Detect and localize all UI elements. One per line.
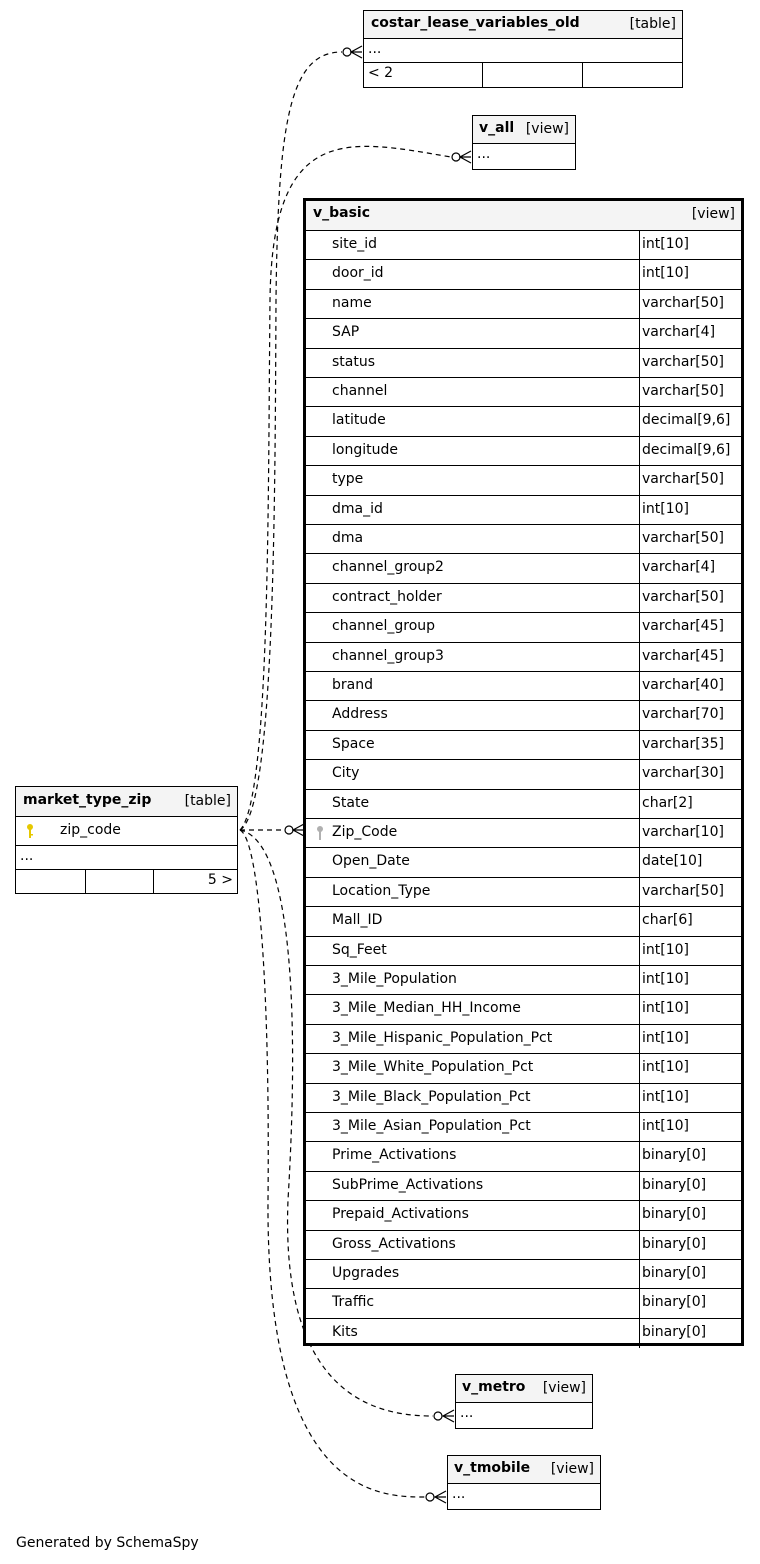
crowsfoot <box>351 46 362 58</box>
column-type: varchar[50] <box>642 471 724 488</box>
generated-by-label: Generated by SchemaSpy <box>16 1535 199 1551</box>
column-name: 3_Mile_Asian_Population_Pct <box>332 1118 531 1134</box>
column-name: status <box>332 353 376 370</box>
column-row[interactable] <box>306 1172 741 1201</box>
cell-divider <box>639 1231 640 1259</box>
column-type: binary[0] <box>642 1265 707 1281</box>
column-type: varchar[40] <box>642 677 724 693</box>
column-row[interactable] <box>306 1260 741 1289</box>
column-row[interactable] <box>306 1054 741 1083</box>
column-row[interactable] <box>306 966 741 995</box>
table-name[interactable]: costar_lease_variables_old <box>371 15 580 31</box>
column-type: varchar[10] <box>642 824 724 840</box>
column-row[interactable] <box>306 1025 741 1054</box>
column-name: name <box>332 294 372 311</box>
column-row[interactable] <box>306 437 741 466</box>
column-type: varchar[35] <box>642 735 724 752</box>
column-type: binary[0] <box>642 1206 707 1223</box>
cell-divider <box>639 848 640 876</box>
pk-column-row[interactable] <box>16 817 237 846</box>
column-name: dma <box>332 530 364 546</box>
column-row[interactable] <box>306 1231 741 1260</box>
column-row[interactable] <box>306 995 741 1024</box>
table-footer <box>364 63 682 87</box>
column-type: binary[0] <box>642 1147 707 1164</box>
table-footer <box>16 870 237 894</box>
table-type: [view] <box>691 206 735 222</box>
column-type: int[10] <box>642 1029 689 1046</box>
column-name: Mall_ID <box>332 912 383 929</box>
table-costar-lease-variables-old[interactable] <box>363 10 683 88</box>
column-name: zip_code <box>60 822 121 838</box>
column-name: 3_Mile_Population <box>332 971 457 987</box>
footer-cell <box>483 63 583 87</box>
column-name: dma_id <box>332 500 383 517</box>
column-type: int[10] <box>642 236 689 252</box>
column-row[interactable] <box>306 525 741 554</box>
cell-divider <box>639 1054 640 1082</box>
cell-divider <box>639 790 640 818</box>
column-name: SubPrime_Activations <box>332 1176 484 1193</box>
cell-divider <box>639 378 640 406</box>
table-name[interactable]: v_basic <box>313 205 371 221</box>
column-type: int[10] <box>642 1118 689 1134</box>
column-row[interactable] <box>306 1084 741 1113</box>
column-name: 3_Mile_White_Population_Pct <box>332 1059 534 1076</box>
column-type: int[10] <box>642 500 689 517</box>
column-name: Upgrades <box>332 1265 400 1281</box>
cell-divider <box>639 496 640 524</box>
cell-divider <box>639 731 640 759</box>
column-name: State <box>332 794 370 811</box>
column-name: brand <box>332 677 373 693</box>
cell-divider <box>639 1319 640 1348</box>
column-name: Gross_Activations <box>332 1235 456 1252</box>
crowsfoot <box>460 151 471 163</box>
cell-divider <box>639 1113 640 1141</box>
column-type: varchar[50] <box>642 530 724 546</box>
table-name[interactable]: v_metro <box>462 1379 526 1395</box>
cell-divider <box>639 760 640 788</box>
column-name: Open_Date <box>332 853 410 870</box>
ellipsis: ... <box>368 41 382 57</box>
column-row[interactable] <box>306 407 741 436</box>
table-name[interactable]: market_type_zip <box>23 792 152 808</box>
table-v-metro[interactable] <box>455 1374 593 1429</box>
cell-divider <box>639 701 640 729</box>
column-name: channel_group <box>332 618 436 635</box>
children-count[interactable]: 5 > <box>207 872 233 888</box>
column-row[interactable] <box>306 554 741 583</box>
column-row[interactable] <box>306 701 741 730</box>
column-type: binary[0] <box>642 1176 707 1193</box>
column-row[interactable] <box>306 848 741 877</box>
column-name: Prime_Activations <box>332 1147 457 1164</box>
table-header <box>306 201 741 231</box>
column-type: int[10] <box>642 971 689 987</box>
cell-divider <box>639 1201 640 1229</box>
cell-divider <box>639 584 640 612</box>
cell-divider <box>639 613 640 641</box>
column-type: binary[0] <box>642 1235 707 1252</box>
column-type: int[10] <box>642 1059 689 1076</box>
column-name: 3_Mile_Black_Population_Pct <box>332 1088 531 1105</box>
ellipsis-row <box>16 846 237 870</box>
column-name: Kits <box>332 1323 358 1340</box>
cell-divider <box>639 466 640 494</box>
table-header <box>364 11 682 39</box>
table-header <box>456 1375 592 1403</box>
column-row[interactable] <box>306 760 741 789</box>
column-row[interactable] <box>306 672 741 701</box>
ellipsis-row <box>473 144 575 168</box>
ellipsis: ... <box>477 146 491 162</box>
cell-divider <box>639 525 640 553</box>
column-row[interactable] <box>306 319 741 348</box>
column-type: varchar[4] <box>642 324 716 341</box>
table-header <box>473 116 575 144</box>
cell-divider <box>639 1084 640 1112</box>
cell-divider <box>639 290 640 318</box>
cell-divider <box>639 1289 640 1317</box>
table-type: [table] <box>184 793 231 809</box>
column-name: Zip_Code <box>332 824 398 840</box>
column-type: varchar[50] <box>642 588 724 605</box>
cell-divider <box>639 995 640 1023</box>
column-type: varchar[4] <box>642 559 716 576</box>
column-row[interactable] <box>306 584 741 613</box>
cell-divider <box>639 819 640 847</box>
cell-divider <box>639 966 640 994</box>
column-type: char[6] <box>642 912 693 929</box>
column-name: latitude <box>332 412 386 429</box>
cell-divider <box>639 349 640 377</box>
column-type: varchar[50] <box>642 294 724 311</box>
crowsfoot <box>435 1491 446 1503</box>
column-name: Address <box>332 706 388 723</box>
cell-divider <box>639 937 640 965</box>
cell-divider <box>639 437 640 465</box>
column-name: contract_holder <box>332 588 442 605</box>
crowsfoot <box>443 1410 454 1422</box>
cell-divider <box>639 672 640 700</box>
column-row[interactable] <box>306 1142 741 1171</box>
cell-divider <box>639 319 640 347</box>
zero-marker <box>434 1412 442 1420</box>
footer-cell <box>16 870 86 894</box>
footer-cell <box>86 870 154 894</box>
cell-divider <box>639 907 640 935</box>
footer-parents-cell <box>364 63 483 87</box>
column-type: binary[0] <box>642 1294 707 1311</box>
table-v-basic[interactable] <box>303 198 744 1346</box>
column-row[interactable] <box>306 790 741 819</box>
parents-count[interactable]: < 2 <box>368 65 394 81</box>
column-type: varchar[70] <box>642 706 724 723</box>
cell-divider <box>639 260 640 288</box>
cell-divider <box>639 1260 640 1288</box>
column-row[interactable] <box>306 496 741 525</box>
cell-divider <box>639 554 640 582</box>
table-type: [view] <box>525 121 569 137</box>
column-name: type <box>332 471 364 488</box>
cell-divider <box>639 231 640 259</box>
table-type: [table] <box>629 16 676 32</box>
column-type: varchar[50] <box>642 353 724 370</box>
ellipsis: ... <box>460 1405 474 1421</box>
table-type: [view] <box>550 1461 594 1477</box>
ellipsis: ... <box>20 848 34 864</box>
footer-cell <box>583 63 682 87</box>
column-name: longitude <box>332 441 398 458</box>
column-name: SAP <box>332 324 360 341</box>
ellipsis-row <box>448 1484 600 1508</box>
column-type: decimal[9,6] <box>642 441 731 458</box>
column-row[interactable] <box>306 643 741 672</box>
column-row[interactable] <box>306 1319 741 1348</box>
column-name: Location_Type <box>332 882 431 899</box>
ellipsis-row <box>364 39 682 63</box>
table-v-tmobile[interactable] <box>447 1455 601 1510</box>
key-icon <box>24 823 36 843</box>
table-type: [view] <box>542 1380 586 1396</box>
column-name: channel_group3 <box>332 647 444 664</box>
table-header <box>16 787 237 817</box>
ellipsis: ... <box>452 1486 466 1502</box>
column-name: door_id <box>332 265 384 282</box>
cell-divider <box>639 407 640 435</box>
column-row[interactable] <box>306 349 741 378</box>
column-type: decimal[9,6] <box>642 412 731 429</box>
column-name: Sq_Feet <box>332 941 387 958</box>
column-name: site_id <box>332 236 378 252</box>
column-type: varchar[50] <box>642 383 724 399</box>
column-type: binary[0] <box>642 1323 707 1340</box>
column-name: 3_Mile_Hispanic_Population_Pct <box>332 1029 553 1046</box>
cell-divider <box>639 1142 640 1170</box>
footer-children-cell <box>154 870 237 894</box>
column-row[interactable] <box>306 290 741 319</box>
column-row[interactable] <box>306 731 741 760</box>
column-row[interactable] <box>306 907 741 936</box>
column-type: char[2] <box>642 794 693 811</box>
column-name: channel <box>332 383 388 399</box>
foreign-key-icon <box>314 825 326 845</box>
column-row[interactable] <box>306 231 741 260</box>
column-row[interactable] <box>306 878 741 907</box>
cell-divider <box>639 1025 640 1053</box>
column-type: int[10] <box>642 265 689 282</box>
column-type: int[10] <box>642 1088 689 1105</box>
column-row[interactable] <box>306 1289 741 1318</box>
column-name: channel_group2 <box>332 559 444 576</box>
table-header <box>448 1456 600 1484</box>
column-row[interactable] <box>306 466 741 495</box>
column-row[interactable] <box>306 1201 741 1230</box>
column-name: Traffic <box>332 1294 375 1311</box>
column-name: Prepaid_Activations <box>332 1206 469 1223</box>
column-row[interactable] <box>306 819 741 848</box>
table-name[interactable]: v_all <box>479 120 515 136</box>
column-row[interactable] <box>306 378 741 407</box>
zero-marker <box>426 1493 434 1501</box>
column-type: varchar[45] <box>642 647 724 664</box>
column-row[interactable] <box>306 260 741 289</box>
column-type: date[10] <box>642 853 703 870</box>
column-name: City <box>332 765 360 782</box>
column-name: Space <box>332 735 375 752</box>
cell-divider <box>639 878 640 906</box>
table-v-all[interactable] <box>472 115 576 170</box>
cell-divider <box>639 643 640 671</box>
cell-divider <box>639 1172 640 1200</box>
column-row[interactable] <box>306 613 741 642</box>
column-type: varchar[30] <box>642 765 724 782</box>
ellipsis-row <box>456 1403 592 1427</box>
table-name[interactable]: v_tmobile <box>454 1460 531 1476</box>
column-type: varchar[45] <box>642 618 724 635</box>
column-type: int[10] <box>642 1000 689 1017</box>
column-row[interactable] <box>306 937 741 966</box>
column-name: 3_Mile_Median_HH_Income <box>332 1000 521 1017</box>
column-type: varchar[50] <box>642 882 724 899</box>
column-type: int[10] <box>642 941 689 958</box>
table-market-type-zip[interactable] <box>15 786 238 894</box>
column-row[interactable] <box>306 1113 741 1142</box>
